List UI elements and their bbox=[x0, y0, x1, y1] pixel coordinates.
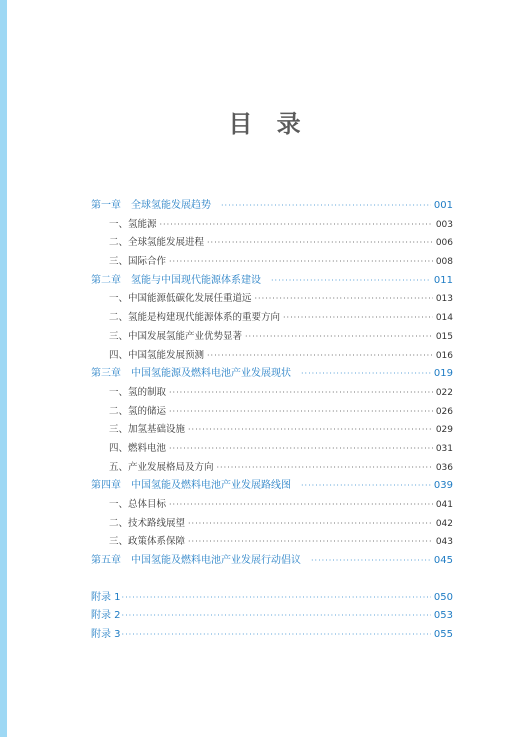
toc-appendix-1[interactable] bbox=[91, 589, 453, 608]
toc-chapter-5[interactable] bbox=[91, 552, 453, 571]
toc-entry-label: 五、产业发展格局及方向 bbox=[109, 461, 214, 473]
toc-page-number: 014 bbox=[435, 313, 453, 324]
toc-section-3-4[interactable] bbox=[91, 440, 453, 459]
toc-page-number: 043 bbox=[435, 537, 453, 548]
toc-section-2-1[interactable] bbox=[91, 290, 453, 309]
toc-page-number: 053 bbox=[433, 610, 453, 622]
toc-entry-label: 一、中国能源低碳化发展任重道远 bbox=[109, 293, 252, 305]
toc-entry-label: 附录 1 bbox=[91, 591, 121, 603]
dot-leader bbox=[169, 253, 433, 272]
toc-chapter-2[interactable] bbox=[91, 272, 453, 291]
dot-leader bbox=[221, 197, 431, 216]
toc-page-number: 041 bbox=[435, 500, 453, 510]
toc-page-number: 050 bbox=[433, 591, 453, 603]
toc-page-number: 001 bbox=[433, 200, 453, 211]
toc-entry-label: 第一章 全球氢能发展趋势 bbox=[91, 200, 211, 211]
toc-entry-label: 一、氢能源 bbox=[109, 218, 157, 230]
toc-page-number: 019 bbox=[433, 368, 453, 380]
dot-leader bbox=[160, 216, 433, 235]
toc-page-number: 039 bbox=[433, 480, 453, 492]
dot-leader bbox=[122, 607, 431, 626]
toc-entry-label: 附录 2 bbox=[91, 610, 121, 622]
spacer bbox=[91, 571, 453, 589]
toc-section-4-2[interactable] bbox=[91, 515, 453, 534]
toc-page-number: 022 bbox=[435, 387, 453, 398]
toc-page-number: 011 bbox=[433, 274, 453, 286]
toc-entry-label: 附录 3 bbox=[91, 629, 121, 641]
dot-leader bbox=[245, 328, 433, 347]
toc-entry-label: 第五章 中国氢能及燃料电池产业发展行动倡议 bbox=[91, 555, 301, 567]
toc-page-number: 055 bbox=[433, 629, 453, 641]
toc-appendix-2[interactable] bbox=[91, 607, 453, 626]
dot-leader bbox=[169, 403, 433, 422]
dot-leader bbox=[122, 589, 431, 608]
dot-leader bbox=[283, 309, 433, 328]
toc-page-number: 006 bbox=[435, 238, 453, 249]
toc-page-number: 013 bbox=[435, 294, 453, 305]
toc-entry-label: 一、氢的制取 bbox=[109, 386, 167, 398]
dot-leader bbox=[255, 290, 433, 309]
toc-entry-label: 三、加氢基础设施 bbox=[109, 424, 186, 436]
toc-entry-label: 第三章 中国氢能源及燃料电池产业发展现状 bbox=[91, 368, 291, 380]
toc-page-number: 003 bbox=[435, 219, 453, 230]
toc-page-number: 015 bbox=[435, 331, 453, 342]
toc-entry-label: 四、中国氢能发展预测 bbox=[109, 349, 205, 361]
dot-leader bbox=[188, 533, 433, 552]
toc-section-3-3[interactable] bbox=[91, 421, 453, 440]
dot-leader bbox=[169, 440, 433, 459]
toc-section-1-3[interactable] bbox=[91, 253, 453, 272]
toc-chapter-4[interactable] bbox=[91, 477, 453, 496]
toc-page-number: 008 bbox=[435, 257, 453, 268]
toc-section-4-1[interactable] bbox=[91, 496, 453, 515]
dot-leader bbox=[311, 552, 431, 571]
dot-leader bbox=[207, 234, 433, 253]
toc-entry-label: 一、总体目标 bbox=[109, 499, 167, 510]
toc-entry-label: 三、国际合作 bbox=[109, 256, 167, 268]
toc-page-number: 026 bbox=[435, 406, 453, 417]
toc-page-number: 042 bbox=[435, 518, 453, 529]
toc-chapter-3[interactable] bbox=[91, 365, 453, 384]
dot-leader bbox=[169, 496, 433, 515]
dot-leader bbox=[271, 272, 431, 291]
dot-leader bbox=[188, 515, 433, 534]
table-of-contents bbox=[91, 197, 453, 645]
toc-entry-label: 二、技术路线展望 bbox=[109, 517, 186, 529]
toc-section-2-4[interactable] bbox=[91, 347, 453, 366]
toc-section-2-2[interactable] bbox=[91, 309, 453, 328]
toc-section-3-2[interactable] bbox=[91, 403, 453, 422]
toc-entry-label: 第二章 氢能与中国现代能源体系建设 bbox=[91, 274, 261, 286]
toc-page-number: 045 bbox=[433, 555, 453, 567]
toc-page-number: 031 bbox=[435, 443, 453, 454]
toc-page-number: 029 bbox=[435, 425, 453, 436]
toc-section-3-1[interactable] bbox=[91, 384, 453, 403]
toc-appendix-3[interactable] bbox=[91, 626, 453, 645]
dot-leader bbox=[301, 365, 431, 384]
toc-entry-label: 二、氢能是构建现代能源体系的重要方向 bbox=[109, 312, 281, 324]
toc-page-number: 036 bbox=[435, 462, 453, 473]
page-title: 目 录 bbox=[228, 109, 309, 138]
toc-entry-label: 二、全球氢能发展进程 bbox=[109, 237, 205, 249]
dot-leader bbox=[169, 384, 433, 403]
toc-chapter-1[interactable] bbox=[91, 197, 453, 216]
toc-section-2-3[interactable] bbox=[91, 328, 453, 347]
toc-page-number: 016 bbox=[435, 350, 453, 361]
dot-leader bbox=[217, 459, 433, 478]
toc-section-1-2[interactable] bbox=[91, 234, 453, 253]
toc-entry-label: 二、氢的储运 bbox=[109, 405, 167, 417]
dot-leader bbox=[122, 626, 431, 645]
toc-entry-label: 四、燃料电池 bbox=[109, 442, 167, 454]
toc-section-1-1[interactable] bbox=[91, 216, 453, 235]
toc-entry-label: 第四章 中国氢能及燃料电池产业发展路线图 bbox=[91, 480, 291, 492]
dot-leader bbox=[188, 421, 433, 440]
toc-section-3-5[interactable] bbox=[91, 459, 453, 478]
dot-leader bbox=[207, 347, 433, 366]
toc-entry-label: 三、中国发展氢能产业优势显著 bbox=[109, 330, 243, 342]
toc-entry-label: 三、政策体系保障 bbox=[109, 536, 186, 548]
dot-leader bbox=[301, 477, 431, 496]
toc-section-4-3[interactable] bbox=[91, 533, 453, 552]
